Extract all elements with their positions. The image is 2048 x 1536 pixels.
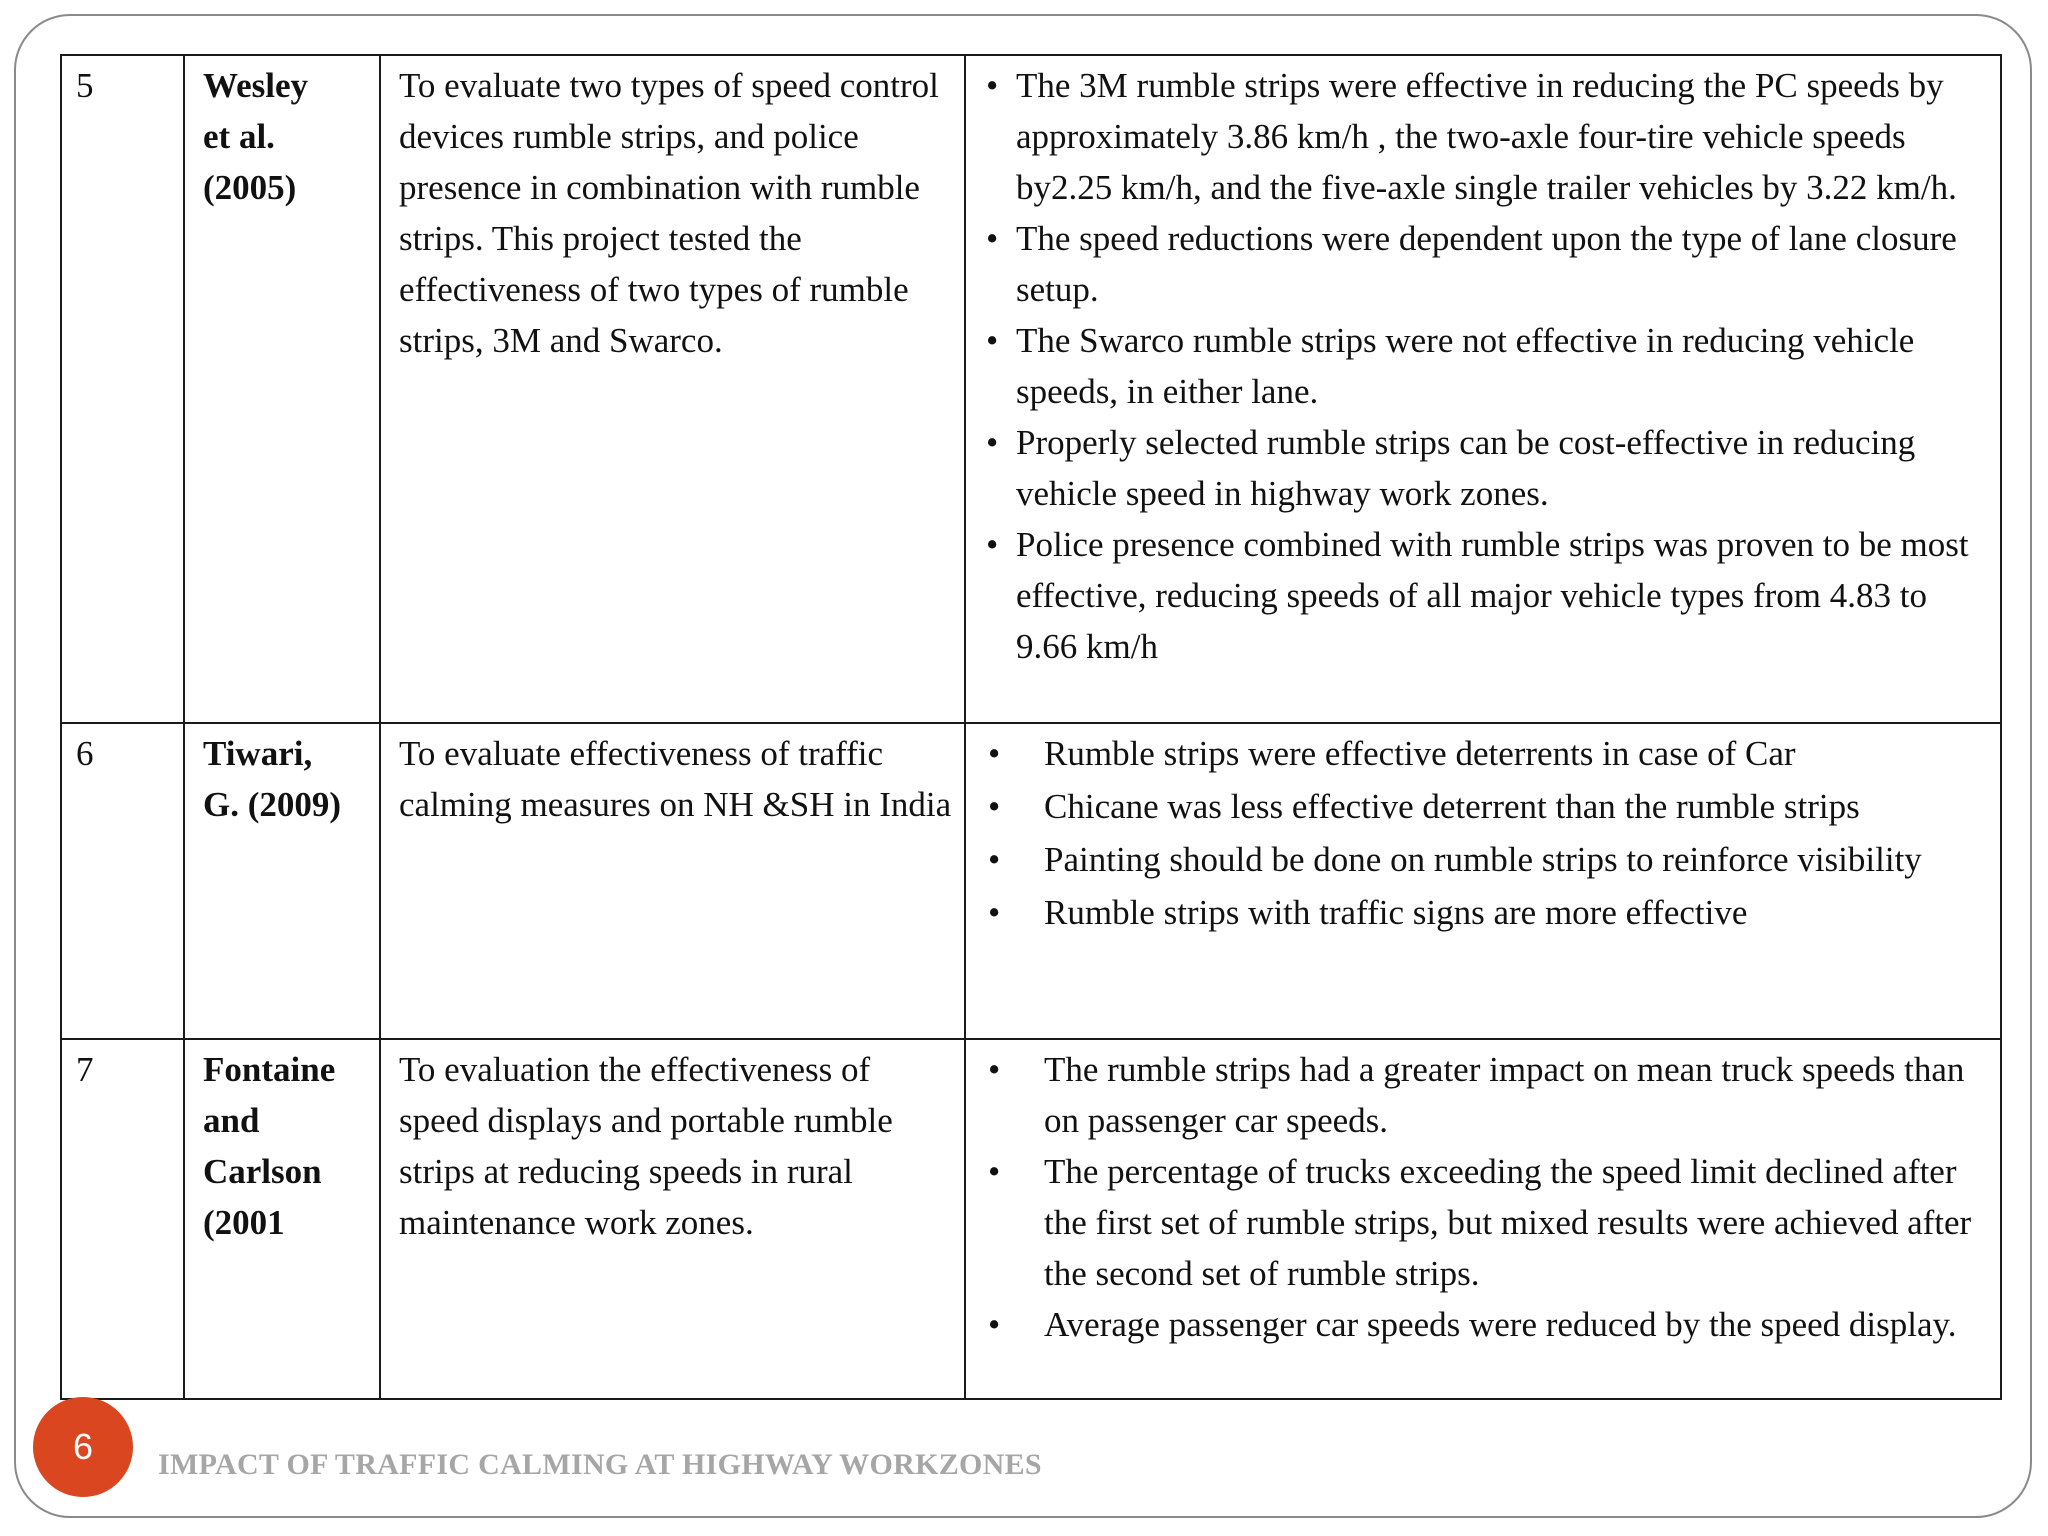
bullet-icon: • (988, 1305, 1001, 1344)
findings-cell (965, 723, 2001, 1039)
author-line: G. (2009) (203, 785, 342, 824)
finding-item (984, 417, 1988, 519)
finding-text: Properly selected rumble strips can be cost-effective in reducing vehicle speed in highway work zones. (1016, 423, 1916, 513)
findings-cell (965, 55, 2001, 723)
bullet-icon: • (986, 423, 999, 462)
serial-number-cell: 7 (61, 1039, 184, 1399)
finding-text: The speed reductions were dependent upon the type of lane closure setup. (1016, 219, 1957, 309)
author-line: Wesley (203, 66, 308, 105)
finding-text: The Swarco rumble strips were not effective in reducing vehicle speeds, in either lane. (1016, 321, 1915, 411)
bullet-icon: • (988, 893, 1001, 932)
finding-item (984, 781, 1988, 832)
finding-item (984, 60, 1988, 213)
bullet-icon: • (986, 525, 999, 564)
findings-list (984, 728, 1988, 938)
bullet-icon: • (988, 734, 1001, 773)
finding-text: Rumble strips were effective deterrents in case of Car (1044, 734, 1796, 773)
author-line: Tiwari, (203, 734, 313, 773)
finding-item (984, 315, 1988, 417)
finding-text: Police presence combined with rumble strips was proven to be most effective, reducing speeds of all major vehicle types from 4.83 to 9.66 km/h (1016, 525, 1969, 666)
bullet-icon: • (988, 1050, 1001, 1089)
bullet-icon: • (986, 321, 999, 360)
author-line: (2001 (203, 1203, 285, 1242)
findings-list (984, 60, 1988, 672)
finding-text: Rumble strips with traffic signs are more effective (1044, 893, 1748, 932)
bullet-icon: • (986, 66, 999, 105)
bullet-icon: • (988, 840, 1001, 879)
author-line: and (203, 1101, 260, 1140)
author-cell (184, 1039, 380, 1399)
bullet-icon: • (988, 787, 1001, 826)
author-line: Fontaine (203, 1050, 336, 1089)
author-line: (2005) (203, 168, 297, 207)
finding-text: Painting should be done on rumble strips to reinforce visibility (1044, 840, 1922, 879)
finding-item (984, 213, 1988, 315)
finding-text: Chicane was less effective deterrent than the rumble strips (1044, 787, 1860, 826)
finding-item (984, 1299, 1988, 1350)
bullet-icon: • (988, 1152, 1001, 1191)
finding-item (984, 728, 1988, 779)
footer-title: IMPACT OF TRAFFIC CALMING AT HIGHWAY WORKZONES (158, 1448, 1042, 1481)
page-number-badge: 6 (33, 1397, 133, 1497)
serial-number-cell: 6 (61, 723, 184, 1039)
author-line: et al. (203, 117, 275, 156)
objective-cell: To evaluate two types of speed control devices rumble strips, and police presence in combination with rumble strips. This project tested the effectiveness of two types of rumble strips, 3M and Swarco. (380, 55, 965, 723)
author-cell (184, 723, 380, 1039)
finding-item (984, 1044, 1988, 1146)
table-row (61, 1039, 2001, 1399)
finding-item (984, 519, 1988, 672)
finding-text: The 3M rumble strips were effective in reducing the PC speeds by approximately 3.86 km/h , the two-axle four-tire vehicle speeds by2.25 km/h, and the five-axle single trailer vehicles by 3.22 km/h. (1016, 66, 1957, 207)
finding-item (984, 834, 1988, 885)
finding-item (984, 887, 1988, 938)
finding-item (984, 1146, 1988, 1299)
finding-text: Average passenger car speeds were reduced by the speed display. (1044, 1305, 1957, 1344)
literature-review-table (60, 54, 2002, 1400)
finding-text: The percentage of trucks exceeding the speed limit declined after the first set of rumble strips, but mixed results were achieved after the second set of rumble strips. (1044, 1152, 1972, 1293)
findings-list (984, 1044, 1988, 1350)
findings-cell (965, 1039, 2001, 1399)
author-line: Carlson (203, 1152, 322, 1191)
objective-cell: To evaluation the effectiveness of speed displays and portable rumble strips at reducing speeds in rural maintenance work zones. (380, 1039, 965, 1399)
bullet-icon: • (986, 219, 999, 258)
finding-text: The rumble strips had a greater impact on mean truck speeds than on passenger car speeds. (1044, 1050, 1965, 1140)
objective-cell: To evaluate effectiveness of traffic calming measures on NH &SH in India (380, 723, 965, 1039)
table-row (61, 55, 2001, 723)
author-cell (184, 55, 380, 723)
table-row (61, 723, 2001, 1039)
serial-number-cell: 5 (61, 55, 184, 723)
